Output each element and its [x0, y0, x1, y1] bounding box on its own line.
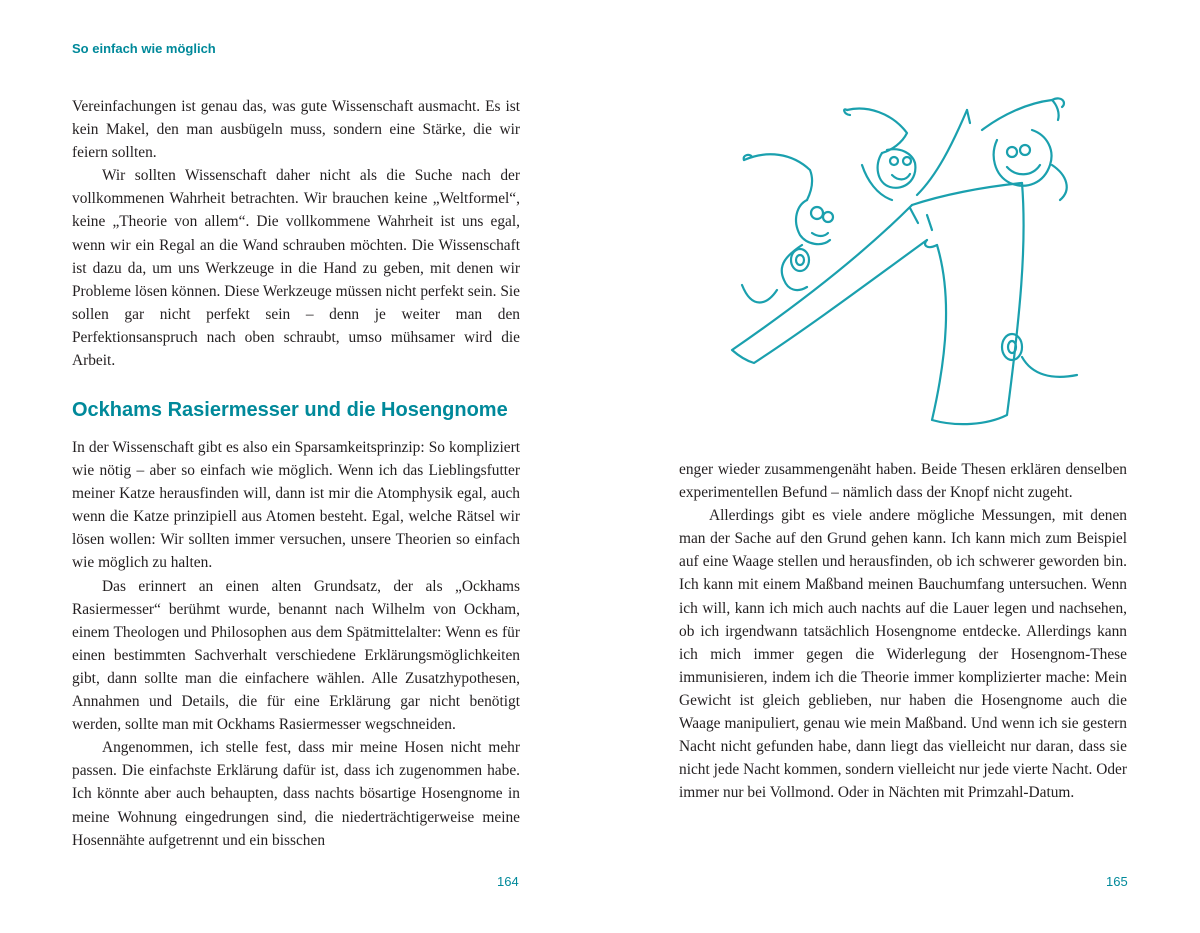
section-text [72, 436, 520, 852]
paragraph: Angenommen, ich stelle fest, dass mir meine Hosen nicht mehr passen. Die einfachste Erklärung dafür ist, dass ich zugenommen habe. Ich könnte aber auch behaupten, dass nachts bösartige Hosengnome in meine Wohnung eingedrungen sind, die niederträchtigerweise meine Hosennähte aufgetrennt und ein bisschen [72, 739, 520, 849]
paragraph: Wir sollten Wissenschaft daher nicht als die Suche nach der vollkommenen Wahrheit betrachten. Wir brauchen keine „Weltformel“, keine „Theorie von allem“. Die vollkommene Wahrheit ist uns egal, wenn wir ein Regal an die Wand schrauben möchten. Die Wissenschaft ist dazu da, um uns Werkzeuge in die Hand zu geben, mit denen wir Probleme lösen können. Diese Werkzeuge müssen nicht perfekt sein. Sie sollen gar nicht perfekt sein – denn je weiter man den Perfektionsanspruch nach oben schraubt, umso mühsamer wird die Arbeit. [72, 167, 520, 370]
page-number: 164 [497, 874, 519, 889]
paragraph: Das erinnert an einen alten Grundsatz, der als „Ockhams Rasiermesser“ berühmt wurde, benannt nach Wilhelm von Ockham, einem Theologen und Philosophen aus dem Spätmittelalter: Wenn es für einen bestimmten Sachverhalt verschiedene Erklärungsmöglichkeiten gibt, dann sollte man die einfachere wählen. Alle Zusatzhypothesen, Annahmen und Details, die für eine Erklärung gar nicht benötigt werden, sollte man mit Ockhams Rasiermesser wegschneiden. [72, 577, 520, 734]
paragraph: In der Wissenschaft gibt es also ein Sparsamkeitsprinzip: So kompliziert wie nötig – aber so einfach wie möglich. Wenn ich das Lieblingsfutter meiner Katze herausfinden will, dann ist mir die Atomphysik egal, auch wenn die Katze prinzipiell aus Atomen besteht. Egal, welche Rätsel wir lösen wollen: Wir sollten immer versuchen, unsere Theorien so einfach wie möglich zu halten. [72, 439, 520, 572]
paragraph: Vereinfachungen ist genau das, was gute Wissenschaft ausmacht. Es ist kein Makel, den man ausbügeln muss, sondern eine Stärke, die wir feiern sollten. [72, 98, 520, 162]
trouser-gnomes-illustration-icon [722, 95, 1092, 440]
paragraph: enger wieder zusammengenäht haben. Beide Thesen erklären denselben experimentellen Befund – nämlich dass der Knopf nicht zugeht. [679, 461, 1127, 502]
running-head: So einfach wie möglich [72, 41, 216, 56]
intro-text [72, 95, 520, 372]
right-page-text [679, 458, 1127, 804]
page-number: 165 [1106, 874, 1128, 889]
section-heading: Ockhams Rasiermesser und die Hosengnome [72, 399, 508, 421]
paragraph: Allerdings gibt es viele andere mögliche Messungen, mit denen man der Sache auf den Grund gehen kann. Ich kann mich zum Beispiel auf eine Waage stellen und herausfinden, ob ich schwerer geworden bin. Ich kann mit einem Maßband meinen Bauchumfang untersuchen. Wenn ich will, kann ich mich auch nachts auf die Lauer legen und nachsehen, ob ich irgendwann tatsächlich Hosengnome entdecke. Allerdings kann ich mich immer gegen die Widerlegung der Hosengnom-These immunisieren, indem ich die Theorie immer komplizierter mache: Mein Gewicht ist gleich geblieben, nur haben die Hosengnome auch die Waage manipuliert, genau wie mein Maßband. Und wenn ich sie gestern Nacht nicht gefunden habe, dann liegt das vielleicht nur daran, dass sie nicht jede Nacht kommen, sondern vielleicht nur jede vierte Nacht. Oder immer nur bei Vollmond. Oder in Nächten mit Primzahl-Datum. [679, 507, 1127, 802]
